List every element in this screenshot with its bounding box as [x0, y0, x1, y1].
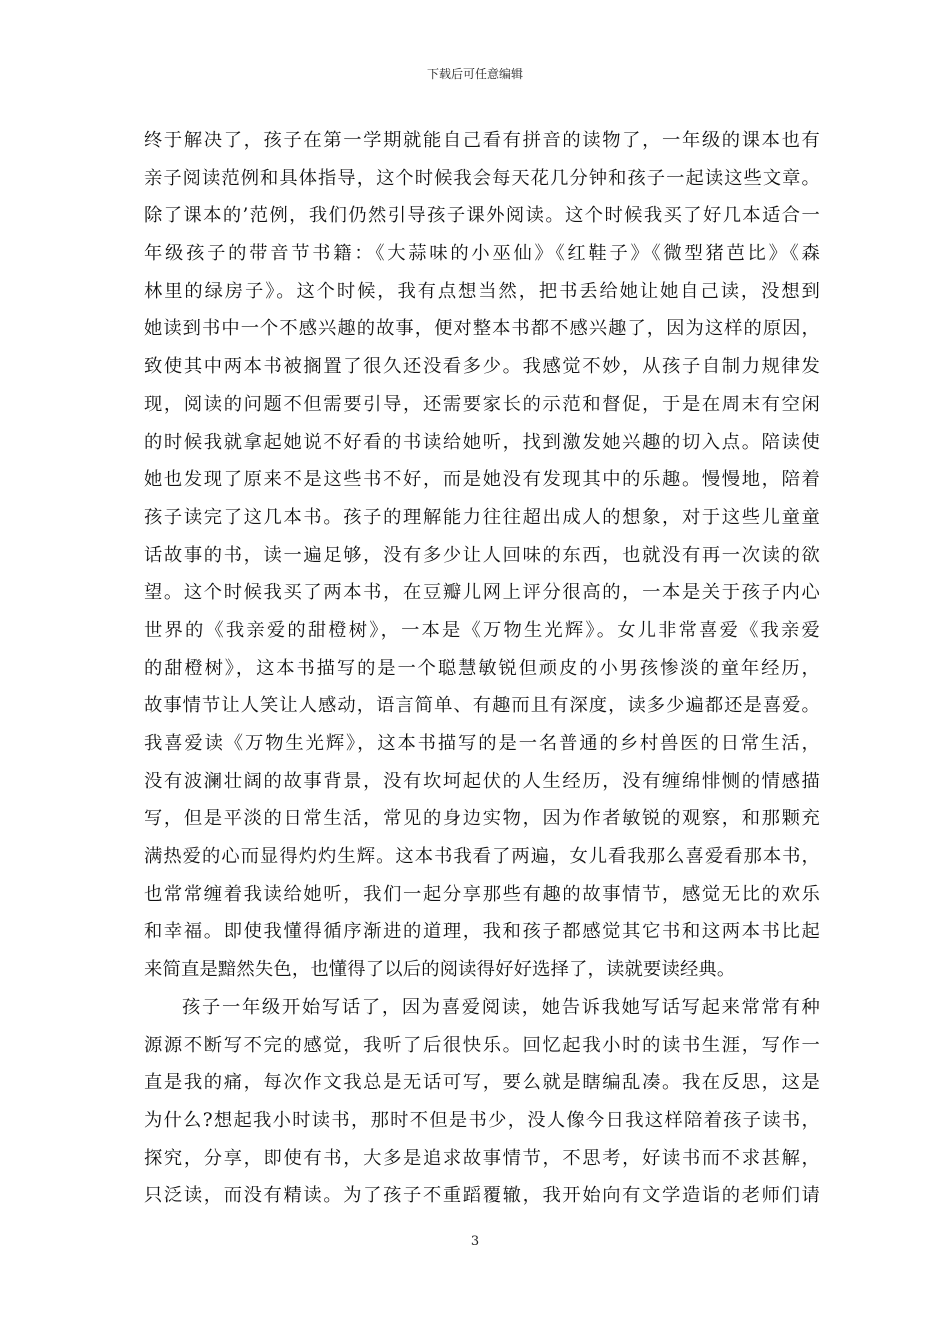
text-line: 她也发现了原来不是这些书不好，而是她没有发现其中的乐趣。慢慢地，陪着	[144, 469, 820, 491]
text-line: 和幸福。即使我懂得循序渐进的道理，我和孩子都感觉其它书和这两本书比起	[144, 921, 820, 943]
text-line: 探究，分享，即使有书，大多是追求故事情节，不思考，好读书而不求甚解，	[144, 1147, 820, 1169]
text-line: 直是我的痛，每次作文我总是无话可写，要么就是瞎编乱凑。我在反思，这是	[144, 1072, 820, 1094]
text-line: 她读到书中一个不感兴趣的故事，便对整本书都不感兴趣了，因为这样的原因，	[144, 318, 820, 340]
document-body	[144, 122, 820, 1215]
text-line: 终于解决了，孩子在第一学期就能自己看有拼音的读物了，一年级的课本也有	[144, 130, 820, 151]
page-number: 3	[470, 1234, 480, 1249]
text-line: 故事情节让人笑让人感动，语言简单、有趣而且有深度，读多少遍都还是喜爱。	[144, 695, 820, 717]
text-line: 写，但是平淡的日常生活，常见的身边实物，因为作者敏锐的观察，和那颗充	[144, 808, 820, 830]
text-line: 为什么?想起我小时读书，那时不但是书少，没人像今日我这样陪着孩子读书，	[144, 1109, 820, 1131]
text-line: 源源不断写不完的感觉，我听了后很快乐。回忆起我小时的读书生涯，写作一	[144, 1034, 820, 1056]
paragraph	[144, 989, 820, 1215]
text-line: 话故事的书，读一遍足够，没有多少让人回味的东西，也就没有再一次读的欲	[144, 544, 820, 566]
text-line: 孩子读完了这几本书。孩子的理解能力往往超出成人的想象，对于这些儿童童	[144, 506, 820, 528]
text-line: 也常常缠着我读给她听，我们一起分享那些有趣的故事情节，感觉无比的欢乐	[144, 883, 820, 905]
text-line: 我喜爱读《万物生光辉》，这本书描写的是一名普通的乡村兽医的日常生活，	[144, 733, 820, 754]
text-line: 致使其中两本书被搁置了很久还没看多少。我感觉不妙，从孩子自制力规律发	[144, 356, 820, 378]
text-line: 来简直是黯然失色，也懂得了以后的阅读得好好选择了，读就要读经典。	[144, 959, 736, 981]
text-line: 世界的《我亲爱的甜橙树》，一本是《万物生光辉》。女儿非常喜爱《我亲爱	[144, 619, 820, 641]
text-line: 年级孩子的带音节书籍：《大蒜味的小巫仙》《红鞋子》《微型猪芭比》《森	[144, 243, 820, 265]
text-line: 现，阅读的问题不但需要引导，还需要家长的示范和督促，于是在周末有空闲	[144, 393, 820, 415]
text-line: 望。这个时候我买了两本书，在豆瓣儿网上评分很高的，一本是关于孩子内心	[144, 582, 820, 604]
text-line: 的时候我就拿起她说不好看的书读给她听，找到激发她兴趣的切入点。陪读使	[144, 431, 820, 453]
text-line: 亲子阅读范例和具体指导，这个时候我会每天花几分钟和孩子一起读这些文章。	[144, 167, 820, 189]
text-line: 满热爱的心而显得灼灼生辉。这本书我看了两遍，女儿看我那么喜爱看那本书，	[144, 846, 820, 868]
text-line: 的甜橙树》，这本书描写的是一个聪慧敏锐但顽皮的小男孩惨淡的童年经历，	[144, 657, 820, 679]
paragraph	[144, 122, 820, 989]
page-header: 下载后可任意编辑	[426, 67, 523, 81]
text-line: 除了课本的’范例，我们仍然引导孩子课外阅读。这个时候我买了好几本适合一	[144, 205, 820, 227]
text-line: 孩子一年级开始写话了，因为喜爱阅读，她告诉我她写话写起来常常有种	[182, 996, 820, 1018]
text-line: 没有波澜壮阔的故事背景，没有坎坷起伏的人生经历，没有缠绵悱恻的情感描	[144, 770, 820, 792]
text-line: 林里的绿房子》。这个时候，我有点想当然，把书丢给她让她自己读，没想到	[144, 280, 820, 302]
text-line: 只泛读，而没有精读。为了孩子不重蹈覆辙，我开始向有文学造诣的老师们请	[144, 1185, 820, 1207]
